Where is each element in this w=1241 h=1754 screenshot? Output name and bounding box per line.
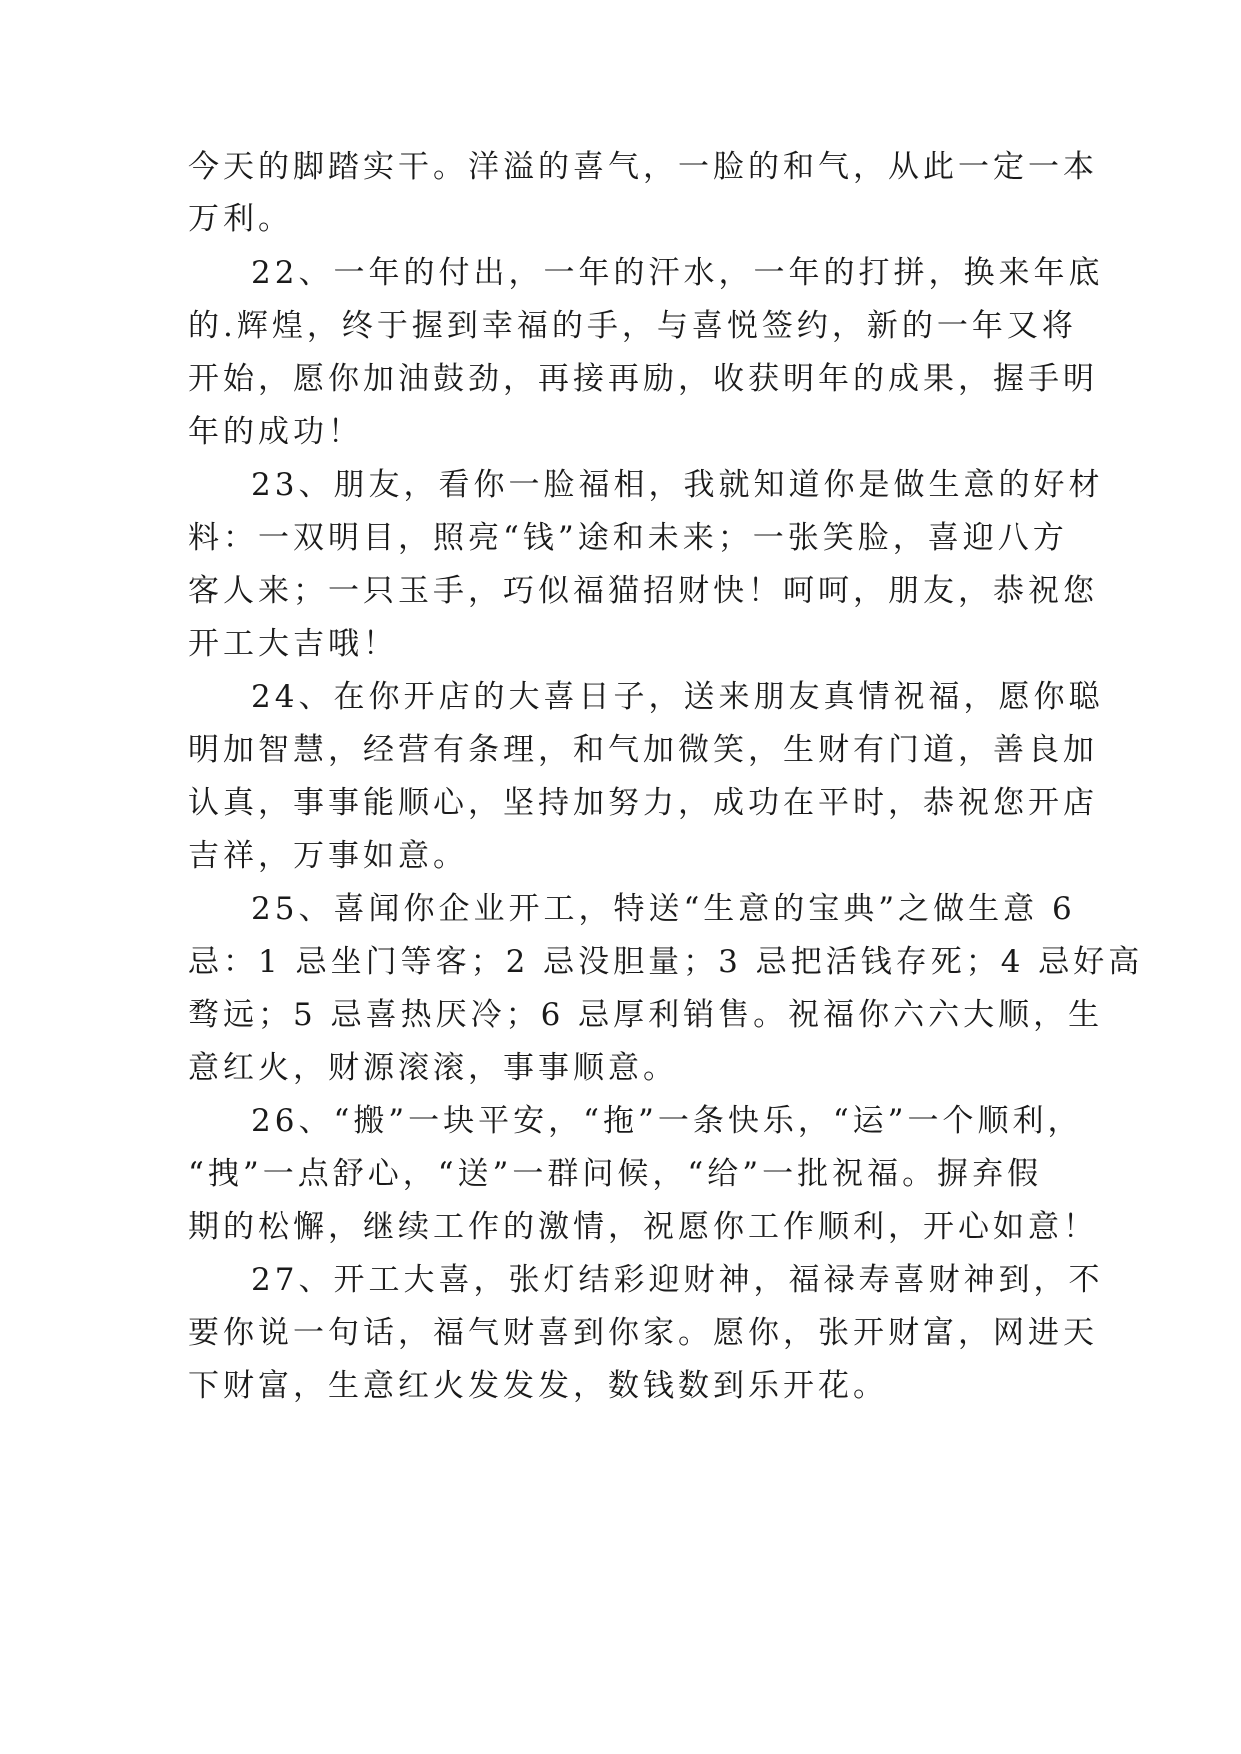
- text-line: 认真，事事能顺心，坚持加努力，成功在平时，恭祝您开店: [188, 785, 1098, 821]
- paragraph-25-first-line: 25、喜闻你企业开工，特送“生意的宝典”之做生意 6: [251, 891, 1076, 927]
- text-line: 忌：1 忌坐门等客；2 忌没胆量；3 忌把活钱存死；4 忌好高: [188, 944, 1144, 980]
- text-line: 的.辉煌，终于握到幸福的手，与喜悦签约，新的一年又将: [188, 308, 1077, 344]
- paragraph-24-first-line: 24、在你开店的大喜日子，送来朋友真情祝福，愿你聪: [251, 679, 1104, 715]
- text-line: 万利。: [188, 201, 293, 237]
- paragraph-27-first-line: 27、开工大喜，张灯结彩迎财神，福禄寿喜财神到，不: [251, 1262, 1104, 1298]
- text-line: 客人来；一只玉手，巧似福猫招财快！呵呵，朋友，恭祝您: [188, 573, 1098, 609]
- text-line: 意红火，财源滚滚，事事顺意。: [188, 1050, 678, 1086]
- text-line: 今天的脚踏实干。洋溢的喜气，一脸的和气，从此一定一本: [188, 149, 1098, 185]
- text-line: 下财富，生意红火发发发，数钱数到乐开花。: [188, 1368, 888, 1404]
- text-line: “拽”一点舒心，“送”一群问候，“给”一批祝福。摒弃假: [188, 1156, 1043, 1192]
- text-line: 开始，愿你加油鼓劲，再接再励，收获明年的成果，握手明: [188, 361, 1098, 397]
- paragraph-22-first-line: 22、一年的付出，一年的汗水，一年的打拼，换来年底: [251, 255, 1104, 291]
- text-line: 明加智慧，经营有条理，和气加微笑，生财有门道，善良加: [188, 732, 1098, 768]
- text-line: 料：一双明目，照亮“钱”途和未来；一张笑脸，喜迎八方: [188, 520, 1068, 556]
- text-line: 吉祥，万事如意。: [188, 838, 468, 874]
- paragraph-26-first-line: 26、“搬”一块平安，“拖”一条快乐，“运”一个顺利，: [251, 1103, 1083, 1139]
- text-line: 骛远；5 忌喜热厌冷；6 忌厚利销售。祝福你六六大顺，生: [188, 997, 1104, 1033]
- text-line: 开工大吉哦！: [188, 626, 398, 662]
- text-line: 要你说一句话，福气财喜到你家。愿你，张开财富，网进天: [188, 1315, 1098, 1351]
- text-line: 期的松懈，继续工作的激情，祝愿你工作顺利，开心如意！: [188, 1209, 1098, 1245]
- paragraph-23-first-line: 23、朋友，看你一脸福相，我就知道你是做生意的好材: [251, 467, 1104, 503]
- text-line: 年的成功！: [188, 414, 363, 450]
